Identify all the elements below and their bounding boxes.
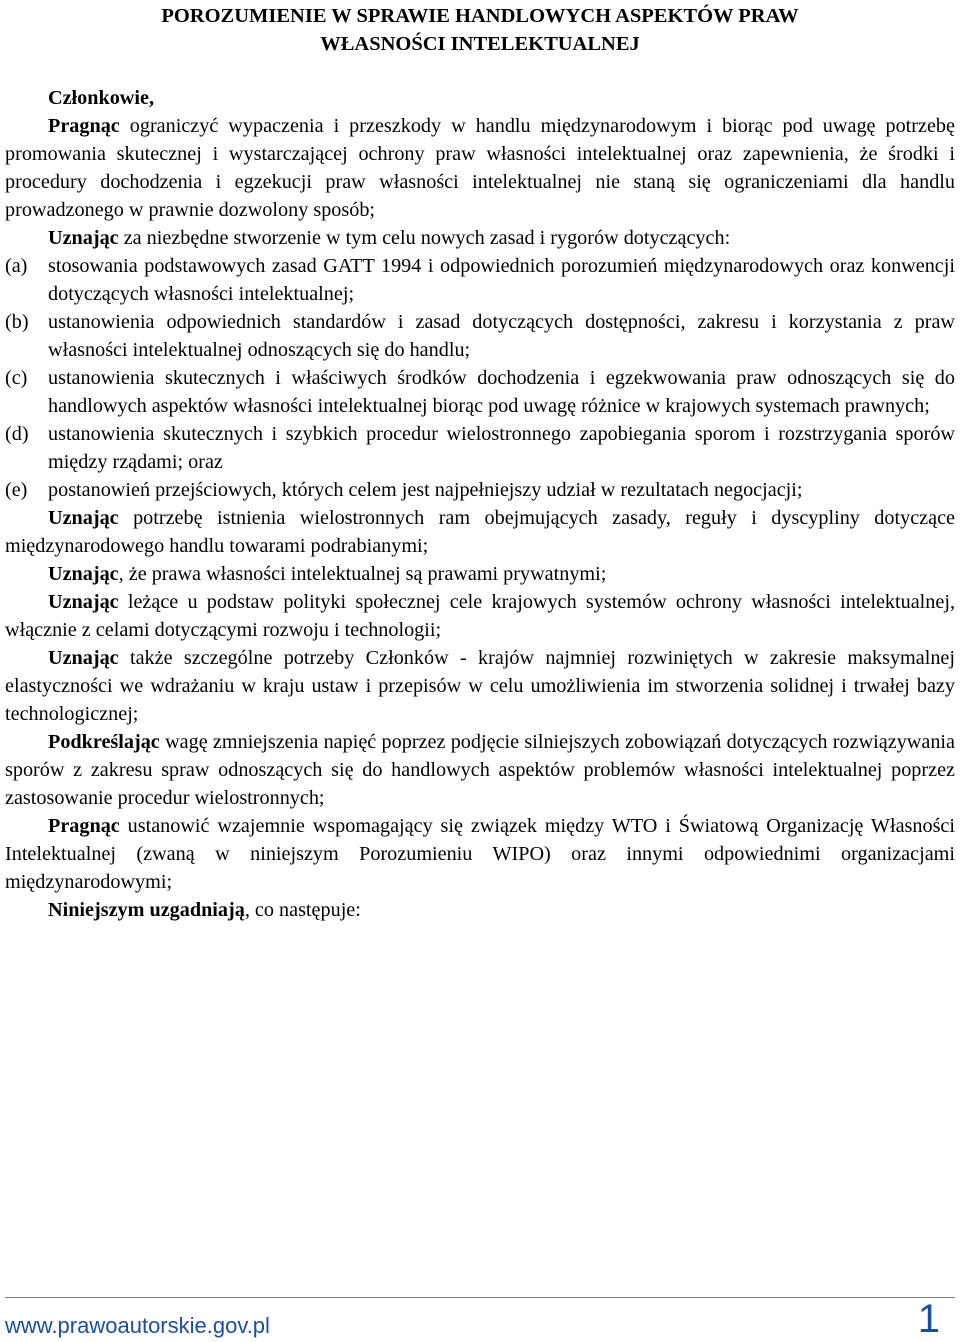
- paragraph-recognizing-ldc: [5, 644, 955, 728]
- paragraph-text: , że prawa własności intelektualnej są prawami prywatnymi;: [118, 563, 607, 585]
- paragraph-lead: Uznając: [48, 591, 119, 613]
- footer-url-link[interactable]: www.prawoautorskie.gov.pl: [5, 1313, 270, 1338]
- paragraph-lead: Uznając: [48, 563, 119, 585]
- paragraph-emphasizing: [5, 728, 955, 812]
- list-item-text: ustanowienia skutecznych i szybkich procedur wielostronnego zapobiegania sporom i rozstrzygania sporów między rządami; oraz: [48, 423, 955, 473]
- list-item-label: (b): [5, 311, 29, 333]
- page-number: 1: [917, 1297, 940, 1341]
- paragraph-text: za niezbędne stworzenie w tym celu nowych zasad i rygorów dotyczących:: [118, 227, 731, 249]
- document-title: [40, 2, 920, 58]
- paragraph-recognizing-need: [5, 224, 955, 252]
- paragraph-lead: Uznając: [48, 227, 119, 249]
- title-line-2: WŁASNOŚCI INTELEKTUALNEJ: [320, 33, 640, 55]
- paragraph-text: także szczególne potrzeby Członków - krajów najmniej rozwiniętych w zakresie maksymalnej elastyczności we wdrażaniu w kraju ustaw i przepisów w celu umożliwienia im stworzenia solidnej i trwałej bazy technologicznej;: [5, 647, 955, 725]
- paragraph-desiring-wipo: [5, 812, 955, 896]
- paragraph-text: , co następuje:: [244, 899, 361, 921]
- paragraph-text: leżące u podstaw polityki społecznej cele krajowych systemów ochrony własności intelektualnej, włącznie z celami dotyczącymi rozwoju i technologii;: [5, 591, 955, 641]
- list-item: [5, 476, 955, 504]
- members-heading: Członkowie,: [48, 87, 154, 109]
- paragraph-desiring: [5, 112, 955, 224]
- paragraph-lead: Pragnąc: [48, 115, 120, 137]
- paragraph-text: potrzebę istnienia wielostronnych ram obejmujących zasady, reguły i dyscypliny dotyczące międzynarodowego handlu towarami podrabianymi;: [5, 507, 955, 557]
- paragraph-lead: Pragnąc: [48, 815, 120, 837]
- paragraph-lead: Podkreślając: [48, 731, 160, 753]
- list-item-text: stosowania podstawowych zasad GATT 1994 i odpowiednich porozumień międzynarodowych oraz konwencji dotyczących własności intelektualnej;: [48, 255, 955, 305]
- paragraph-lead: Niniejszym uzgadniają: [48, 899, 245, 921]
- paragraph-text: wagę zmniejszenia napięć poprzez podjęcie silniejszych zobowiązań dotyczących rozwiązywania sporów z zakresu spraw odnoszących się do handlowych aspektów problemów własności intelektualnej poprzez zastosowanie procedur wielostronnych;: [5, 731, 955, 809]
- list-item-text: ustanowienia skutecznych i właściwych środków dochodzenia i egzekwowania praw odnoszących się do handlowych aspektów własności intelektualnej biorąc pod uwagę różnice w krajowych systemach prawnych;: [48, 367, 955, 417]
- paragraph-recognizing-framework: [5, 504, 955, 560]
- footer-divider: [5, 1297, 955, 1298]
- paragraph-lead: Uznając: [48, 647, 119, 669]
- list-item-label: (c): [5, 367, 28, 389]
- paragraph-lead: Uznając: [48, 507, 119, 529]
- list-item: [5, 252, 955, 308]
- list-item: [5, 308, 955, 364]
- list-item-label: (d): [5, 423, 29, 445]
- paragraph-recognizing-private-rights: [5, 560, 955, 588]
- paragraph-recognizing-policy: [5, 588, 955, 644]
- document-body: [5, 84, 955, 924]
- list-item-label: (e): [5, 479, 28, 501]
- paragraph-hereby-agree: [5, 896, 955, 924]
- list-item-label: (a): [5, 255, 28, 277]
- list-item: [5, 420, 955, 476]
- list-item: [5, 364, 955, 420]
- list-item-text: postanowień przejściowych, których celem jest najpełniejszy udział w rezultatach negocjacji;: [48, 479, 803, 501]
- paragraph-text: ograniczyć wypaczenia i przeszkody w handlu międzynarodowym i biorąc pod uwagę potrzebę promowania skutecznej i wystarczającej ochrony praw własności intelektualnej oraz zapewnienia, że środki i procedury dochodzenia i egzekucji praw własności intelektualnej nie staną się ograniczeniami dla handlu prowadzonego w prawnie dozwolony sposób;: [5, 115, 955, 221]
- paragraph-text: ustanowić wzajemnie wspomagający się związek między WTO i Światową Organizację Własności Intelektualnej (zwaną w niniejszym Porozumieniu WIPO) oraz innymi odpowiednimi organizacjami międzynarodowymi;: [5, 815, 955, 893]
- list-item-text: ustanowienia odpowiednich standardów i zasad dotyczących dostępności, zakresu i korzystania z praw własności intelektualnej odnoszących się do handlu;: [48, 311, 955, 361]
- title-line-1: POROZUMIENIE W SPRAWIE HANDLOWYCH ASPEKTÓW PRAW: [161, 5, 799, 27]
